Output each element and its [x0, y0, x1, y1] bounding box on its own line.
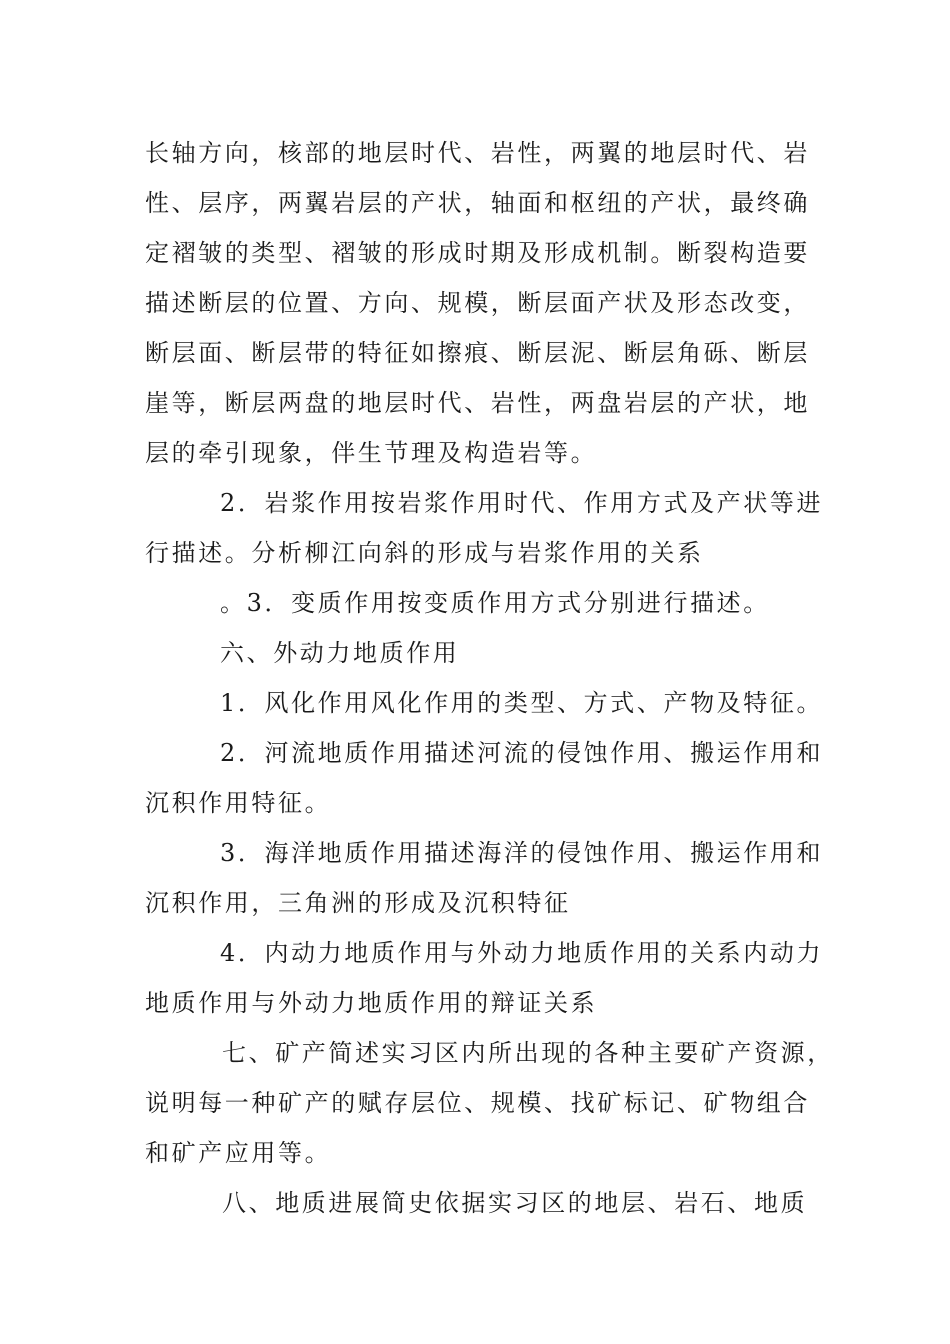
section-heading: 六、外动力地质作用 — [220, 639, 460, 667]
text-line: 断层面、断层带的特征如擦痕、断层泥、断层角砾、断层 — [145, 339, 810, 367]
text-line: 和矿产应用等。 — [145, 1139, 332, 1167]
text-line: 沉积作用，三角洲的形成及沉积特征 — [145, 889, 571, 917]
paragraph-start: 2．岩浆作用按岩浆作用时代、作用方式及产状等进 — [220, 489, 824, 517]
text-line: 长轴方向，核部的地层时代、岩性，两翼的地层时代、岩 — [145, 139, 810, 167]
paragraph-start: 3．海洋地质作用描述海洋的侵蚀作用、搬运作用和 — [220, 839, 824, 867]
text-line: 崖等，断层两盘的地层时代、岩性，两盘岩层的产状，地 — [145, 389, 810, 417]
text-line: 层的牵引现象，伴生节理及构造岩等。 — [145, 439, 598, 467]
text-line: 地质作用与外动力地质作用的辩证关系 — [145, 989, 598, 1017]
text-line: 说明每一种矿产的赋存层位、规模、找矿标记、矿物组合 — [145, 1089, 810, 1117]
text-line: 沉积作用特征。 — [145, 789, 332, 817]
text-line: 行描述。分析柳江向斜的形成与岩浆作用的关系 — [145, 539, 704, 567]
paragraph-start: 4．内动力地质作用与外动力地质作用的关系内动力 — [220, 939, 824, 967]
paragraph-start: 2．河流地质作用描述河流的侵蚀作用、搬运作用和 — [220, 739, 824, 767]
paragraph-start: 1．风化作用风化作用的类型、方式、产物及特征。 — [220, 689, 824, 717]
text-line: 描述断层的位置、方向、规模，断层面产状及形态改变， — [145, 289, 810, 317]
paragraph-start: 。3．变质作用按变质作用方式分别进行描述。 — [220, 589, 770, 617]
section-heading: 八、地质进展简史依据实习区的地层、岩石、地质 — [222, 1189, 808, 1217]
section-heading: 七、矿产简述实习区内所出现的各种主要矿产资源， — [222, 1039, 834, 1067]
text-line: 性、层序，两翼岩层的产状，轴面和枢纽的产状，最终确 — [145, 189, 810, 217]
text-line: 定褶皱的类型、褶皱的形成时期及形成机制。断裂构造要 — [145, 239, 810, 267]
